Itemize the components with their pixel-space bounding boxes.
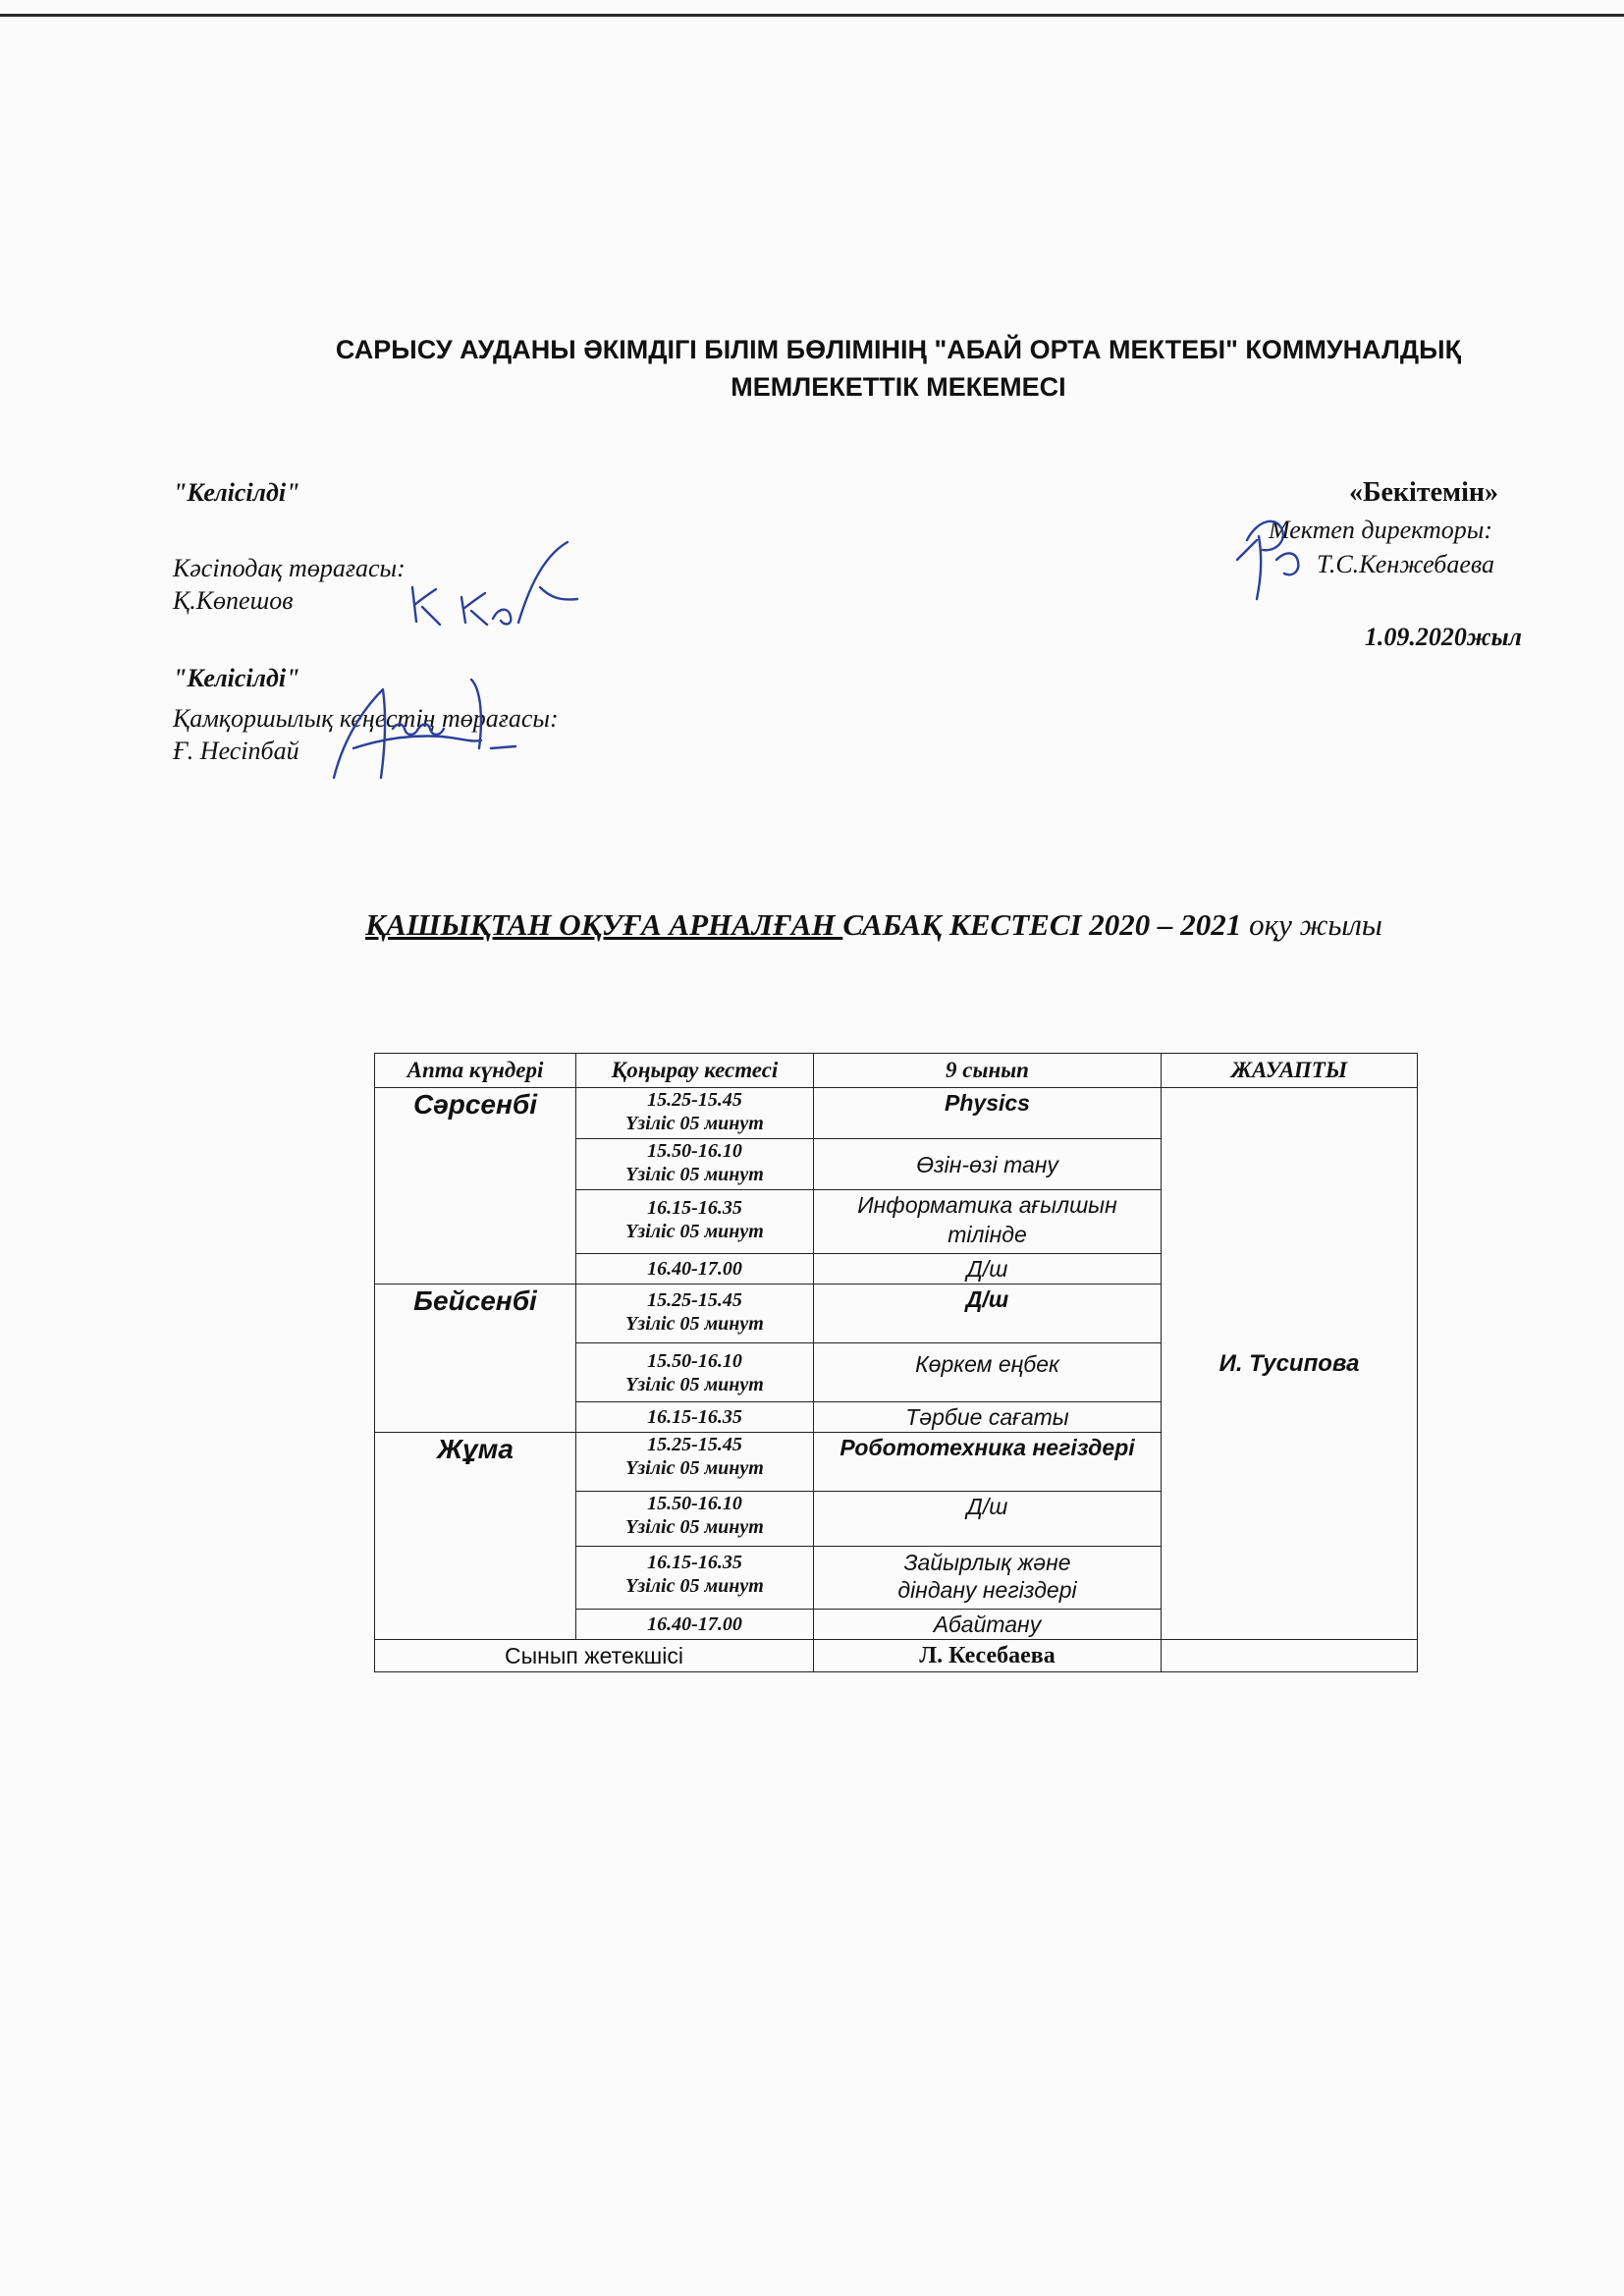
time-cell [576, 1139, 814, 1190]
subject-cell: Көркем еңбек [814, 1343, 1162, 1402]
break-note: Үзіліс 05 минут [625, 1113, 764, 1134]
document-title [236, 905, 1512, 945]
subject-cell: Д/ш [814, 1254, 1162, 1285]
time-cell: 16.40-17.00 [576, 1254, 814, 1285]
time-cell: 16.40-17.00 [576, 1610, 814, 1640]
document-title-main: САБАҚ КЕСТЕСІ 2020 – 2021 [842, 907, 1250, 942]
subject-cell: Physics [814, 1088, 1162, 1139]
footer-empty-cell [1162, 1640, 1418, 1672]
header-weekdays: Апта күндері [375, 1054, 576, 1088]
table-header-row [375, 1054, 1418, 1088]
day-cell: Жұма [375, 1433, 576, 1640]
approve-label: «Бекітемін» [1348, 477, 1498, 508]
time-cell [576, 1433, 814, 1492]
break-note: Үзіліс 05 минут [625, 1516, 764, 1538]
organization-header [196, 331, 1600, 406]
break-note: Үзіліс 05 минут [625, 1164, 764, 1185]
table-row [375, 1088, 1418, 1139]
time-cell [576, 1492, 814, 1547]
time-range: 16.15-16.35 [647, 1197, 742, 1219]
break-note: Үзіліс 05 минут [625, 1457, 764, 1479]
agreed-label-1: "Келісілді" [173, 478, 300, 507]
time-cell [576, 1285, 814, 1343]
director-title: Мектеп директоры: [1268, 516, 1492, 544]
time-cell [576, 1088, 814, 1139]
organization-line-1: САРЫСУ АУДАНЫ ӘКІМДІГІ БІЛІМ БӨЛІМІНІҢ "АБАЙ ОРТА МЕКТЕБІ" КОММУНАЛДЫҚ [335, 335, 1462, 364]
subject-cell: Абайтану [814, 1610, 1162, 1640]
time-range: 15.25-15.45 [647, 1434, 742, 1455]
board-chair-title: Қамқоршылық кеңестің төрағасы: [173, 704, 559, 733]
organization-line-2: МЕМЛЕКЕТТІК МЕКЕМЕСІ [731, 372, 1066, 402]
header-class: 9 сынып [814, 1054, 1162, 1088]
document-title-underlined: ҚАШЫҚТАН ОҚУҒА АРНАЛҒАН [365, 907, 843, 942]
subject-cell: Өзін-өзі тану [814, 1139, 1162, 1190]
time-cell [576, 1547, 814, 1610]
document-title-tail: оқу жылы [1249, 907, 1382, 942]
schedule-table [374, 1053, 1418, 1672]
break-note: Үзіліс 05 минут [625, 1575, 764, 1597]
break-note: Үзіліс 05 минут [625, 1221, 764, 1242]
union-chair-name: Қ.Көпешов [173, 586, 294, 615]
time-range: 15.50-16.10 [647, 1493, 742, 1514]
break-note: Үзіліс 05 минут [625, 1313, 764, 1335]
union-chair-title: Кәсіподақ төрағасы: [173, 554, 406, 582]
time-range: 15.50-16.10 [647, 1140, 742, 1162]
class-teacher-label: Сынып жетекшісі [375, 1640, 814, 1672]
time-range: 15.25-15.45 [647, 1289, 742, 1311]
subject-cell: Д/ш [814, 1492, 1162, 1547]
subject-cell: Информатика ағылшын тілінде [814, 1190, 1162, 1254]
subject-cell: Зайырлық және діндану негіздері [814, 1547, 1162, 1610]
board-chair-name: Ғ. Несіпбай [173, 737, 299, 765]
time-range: 15.25-15.45 [647, 1089, 742, 1111]
approval-date: 1.09.2020жыл [1364, 623, 1522, 651]
subject-cell: Робототехника негіздері [814, 1433, 1162, 1492]
day-cell: Сәрсенбі [375, 1088, 576, 1285]
day-cell: Бейсенбі [375, 1285, 576, 1433]
header-responsible: ЖАУАПТЫ [1162, 1054, 1418, 1088]
time-cell: 16.15-16.35 [576, 1402, 814, 1433]
scan-edge-line [0, 14, 1624, 17]
director-name: Т.С.Кенжебаева [1317, 550, 1494, 578]
table-footer-row [375, 1640, 1418, 1672]
board-chair-signature [324, 660, 520, 797]
class-teacher-name: Л. Кесебаева [814, 1640, 1162, 1672]
responsible-cell: И. Тусипова [1162, 1088, 1418, 1640]
break-note: Үзіліс 05 минут [625, 1374, 764, 1395]
time-cell [576, 1190, 814, 1254]
header-bell-schedule: Қоңырау кестесі [576, 1054, 814, 1088]
time-range: 15.50-16.10 [647, 1350, 742, 1372]
agreed-label-2: "Келісілді" [173, 664, 300, 692]
time-range: 16.15-16.35 [647, 1552, 742, 1573]
time-cell [576, 1343, 814, 1402]
subject-cell: Д/ш [814, 1285, 1162, 1343]
union-chair-signature [403, 528, 589, 636]
director-signature [1218, 501, 1326, 609]
subject-cell: Тәрбие сағаты [814, 1402, 1162, 1433]
